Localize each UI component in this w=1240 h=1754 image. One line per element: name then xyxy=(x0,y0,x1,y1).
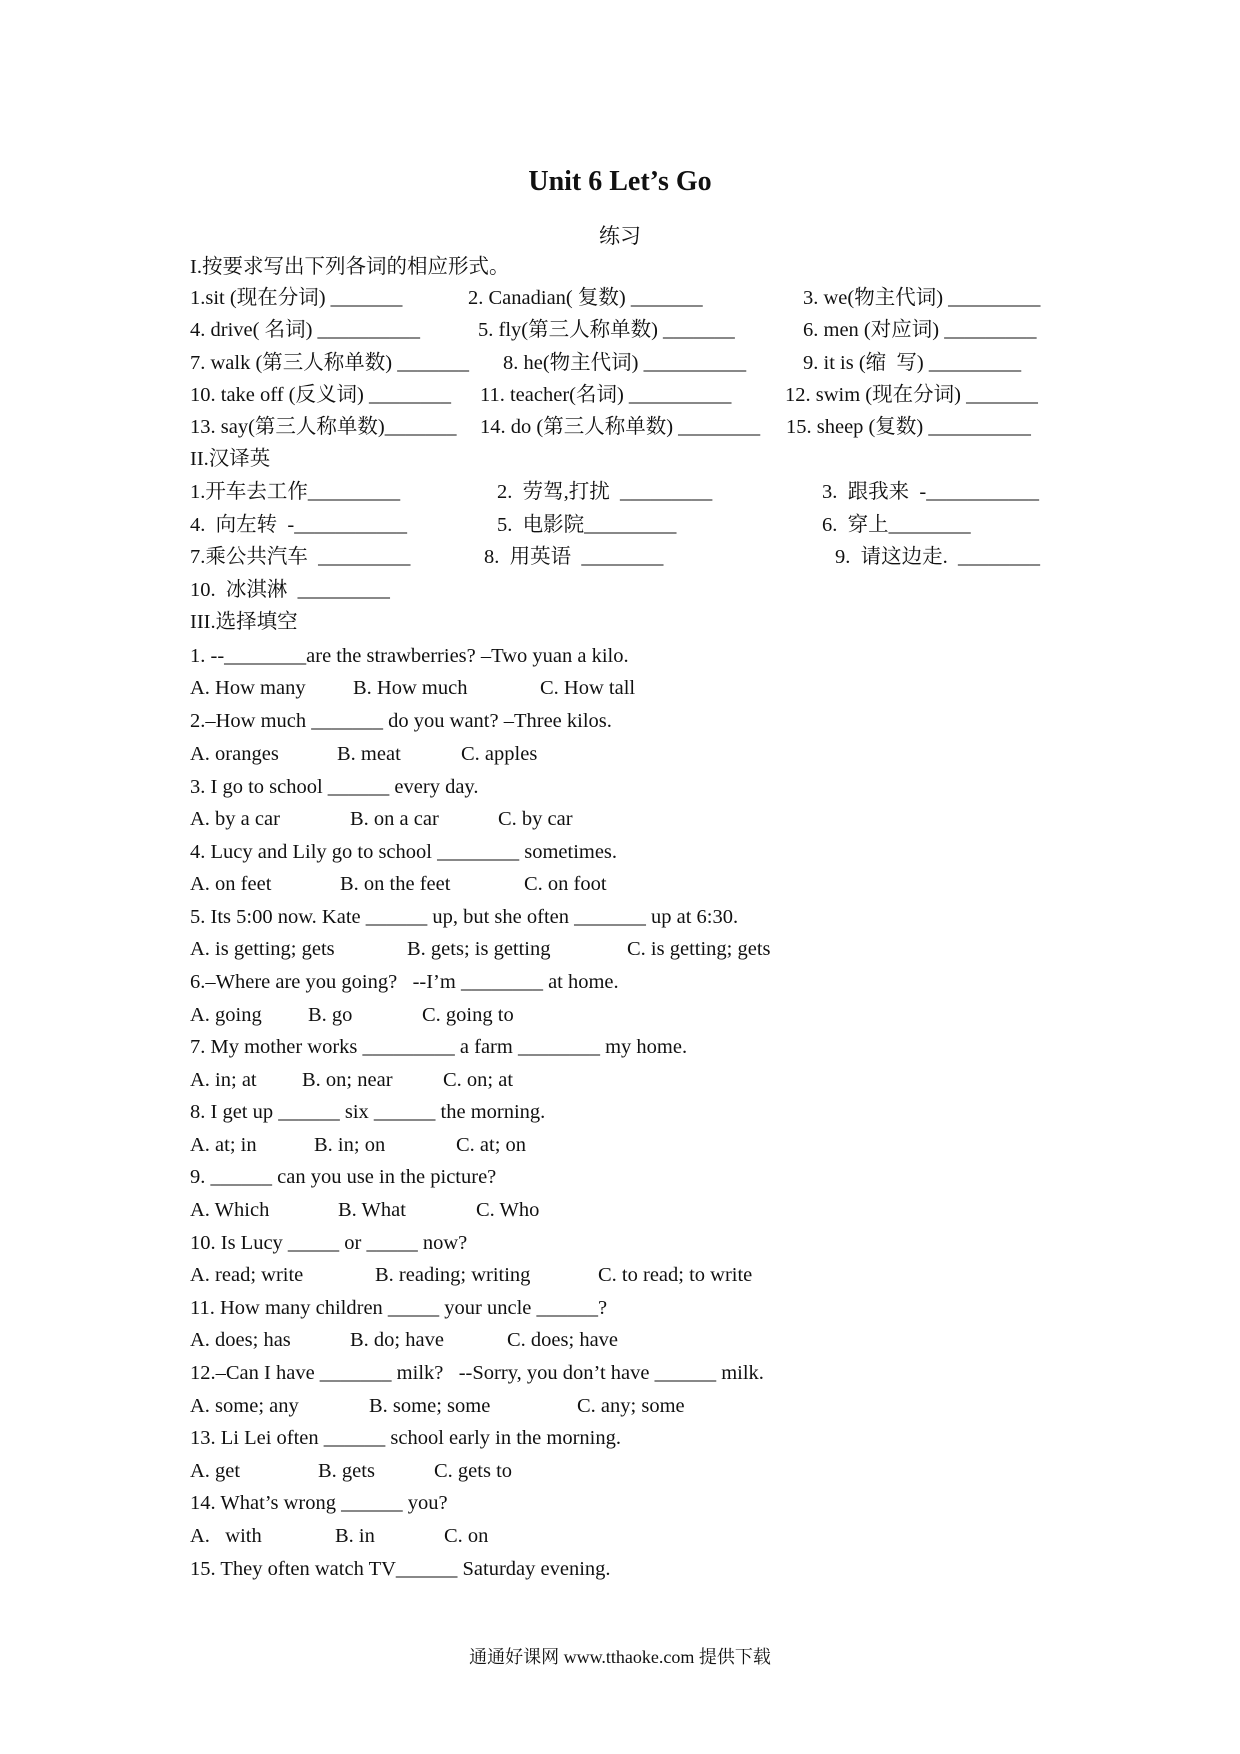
option-b: B. How much xyxy=(353,677,468,699)
option-c: C. on xyxy=(444,1525,489,1547)
question-text: 1. --________are the strawberries? –Two yuan a kilo. xyxy=(190,645,629,667)
option-a: A. does; has xyxy=(190,1329,291,1351)
option-b: B. meat xyxy=(337,743,401,765)
s1-item: 3. we(物主代词) _________ xyxy=(803,287,1041,309)
option-c: C. How tall xyxy=(540,677,636,699)
s1-item: 14. do (第三人称单数) ________ xyxy=(480,416,761,438)
option-b: B. go xyxy=(308,1004,353,1026)
option-b: B. on; near xyxy=(302,1069,393,1091)
s1-item: 12. swim (现在分词) _______ xyxy=(785,384,1038,406)
option-b: B. on the feet xyxy=(340,873,451,895)
option-c: C. any; some xyxy=(577,1395,685,1417)
option-b: B. What xyxy=(338,1199,406,1221)
s2-item: 6. 穿上________ xyxy=(822,514,971,536)
option-c: C. at; on xyxy=(456,1134,527,1156)
question-text: 2.–How much _______ do you want? –Three kilos. xyxy=(190,710,612,732)
section1-heading: I.按要求写出下列各词的相应形式。 xyxy=(190,256,510,278)
question-text: 14. What’s wrong ______ you? xyxy=(190,1492,448,1514)
section3-heading: III.选择填空 xyxy=(190,611,298,633)
question-text: 3. I go to school ______ every day. xyxy=(190,776,479,798)
option-a: A. going xyxy=(190,1004,262,1026)
question-text: 15. They often watch TV______ Saturday evening. xyxy=(190,1558,611,1580)
option-a: A. How many xyxy=(190,677,306,699)
s2-item: 7.乘公共汽车 _________ xyxy=(190,546,411,568)
option-a: A. oranges xyxy=(190,743,279,765)
option-a: A. Which xyxy=(190,1199,270,1221)
option-c: C. does; have xyxy=(507,1329,619,1351)
question-text: 4. Lucy and Lily go to school ________ sometimes. xyxy=(190,841,618,863)
option-a: A. by a car xyxy=(190,808,280,830)
option-c: C. apples xyxy=(461,743,538,765)
s1-item: 13. say(第三人称单数)_______ xyxy=(190,416,457,438)
option-b: B. in xyxy=(335,1525,375,1547)
s2-item: 10. 冰淇淋 _________ xyxy=(190,579,390,601)
option-a: A. some; any xyxy=(190,1395,299,1417)
option-c: C. gets to xyxy=(434,1460,513,1482)
s2-item: 2. 劳驾,打扰 _________ xyxy=(497,481,713,503)
option-c: C. going to xyxy=(422,1004,514,1026)
s1-item: 4. drive( 名词) __________ xyxy=(190,319,421,341)
s2-item: 5. 电影院_________ xyxy=(497,514,677,536)
option-c: C. on; at xyxy=(443,1069,514,1091)
question-text: 8. I get up ______ six ______ the morning. xyxy=(190,1101,546,1123)
option-a: A. is getting; gets xyxy=(190,938,335,960)
s1-item: 7. walk (第三人称单数) _______ xyxy=(190,352,470,374)
option-b: B. on a car xyxy=(350,808,439,830)
s1-item: 11. teacher(名词) __________ xyxy=(480,384,732,406)
s1-item: 10. take off (反义词) ________ xyxy=(190,384,451,406)
option-c: C. is getting; gets xyxy=(627,938,771,960)
s2-item: 1.开车去工作_________ xyxy=(190,481,401,503)
question-text: 5. Its 5:00 now. Kate ______ up, but she often _______ up at 6:30. xyxy=(190,906,739,928)
s1-item: 15. sheep (复数) __________ xyxy=(786,416,1031,438)
page-title: Unit 6 Let’s Go xyxy=(528,166,712,197)
option-b: B. gets; is getting xyxy=(407,938,551,960)
page-footer: 通通好课网 www.tthaoke.com 提供下载 xyxy=(469,1647,771,1667)
question-text: 10. Is Lucy _____ or _____ now? xyxy=(190,1232,468,1254)
s1-item: 1.sit (现在分词) _______ xyxy=(190,287,403,309)
option-a: A. read; write xyxy=(190,1264,304,1286)
question-text: 6.–Where are you going? --I’m ________ at home. xyxy=(190,971,619,993)
option-a: A. get xyxy=(190,1460,241,1482)
option-b: B. gets xyxy=(318,1460,375,1482)
s1-item: 2. Canadian( 复数) _______ xyxy=(468,287,703,309)
question-text: 9. ______ can you use in the picture? xyxy=(190,1166,497,1188)
option-b: B. in; on xyxy=(314,1134,386,1156)
option-b: B. do; have xyxy=(350,1329,444,1351)
option-c: C. by car xyxy=(498,808,573,830)
s2-item: 3. 跟我来 -___________ xyxy=(822,481,1039,503)
question-text: 11. How many children _____ your uncle ______? xyxy=(190,1297,608,1319)
option-a: A. at; in xyxy=(190,1134,257,1156)
question-text: 12.–Can I have _______ milk? --Sorry, you don’t have ______ milk. xyxy=(190,1362,764,1384)
s1-item: 9. it is (缩 写) _________ xyxy=(803,352,1022,374)
section2-heading: II.汉译英 xyxy=(190,448,271,470)
option-a: A. in; at xyxy=(190,1069,257,1091)
option-a: A. with xyxy=(190,1525,262,1547)
option-a: A. on feet xyxy=(190,873,272,895)
option-b: B. some; some xyxy=(369,1395,491,1417)
s2-item: 9. 请这边走. ________ xyxy=(835,546,1040,568)
option-b: B. reading; writing xyxy=(375,1264,531,1286)
option-c: C. to read; to write xyxy=(598,1264,753,1286)
page-subtitle: 练习 xyxy=(599,224,641,248)
s1-item: 6. men (对应词) _________ xyxy=(803,319,1037,341)
question-text: 13. Li Lei often ______ school early in the morning. xyxy=(190,1427,621,1449)
option-c: C. Who xyxy=(476,1199,540,1221)
s2-item: 8. 用英语 ________ xyxy=(484,546,664,568)
question-text: 7. My mother works _________ a farm ________ my home. xyxy=(190,1036,688,1058)
s1-item: 5. fly(第三人称单数) _______ xyxy=(478,319,735,341)
option-c: C. on foot xyxy=(524,873,607,895)
s2-item: 4. 向左转 -___________ xyxy=(190,514,407,536)
s1-item: 8. he(物主代词) __________ xyxy=(503,352,747,374)
